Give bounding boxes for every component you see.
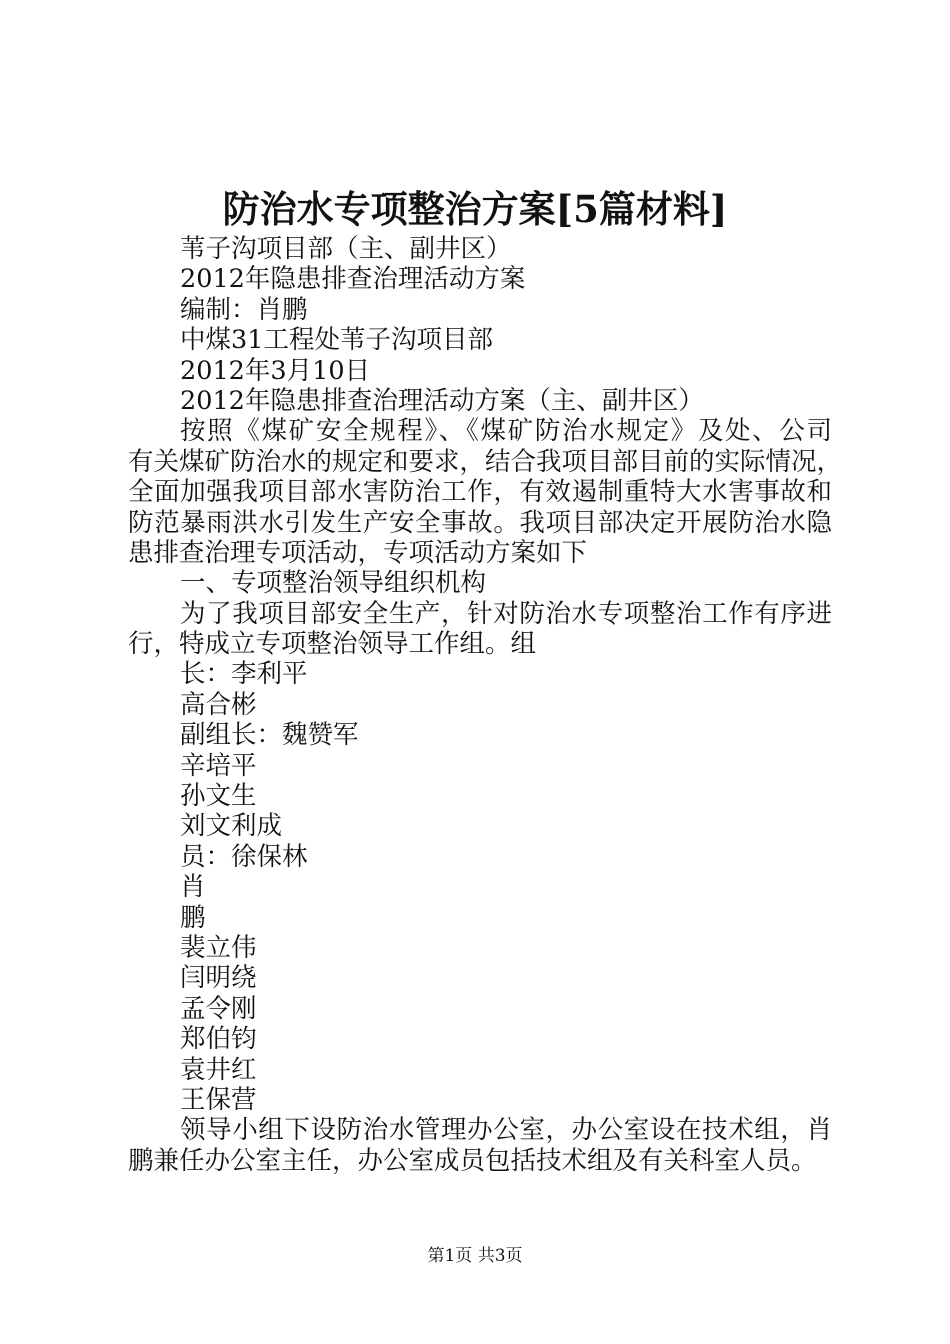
text-line: 辛培平 [180, 750, 257, 781]
text-line: 副组长：魏赞军 [180, 720, 359, 751]
document-title: 防治水专项整治方案[5篇材料] [222, 187, 728, 231]
text-line: 鹏 [180, 902, 206, 933]
text-line: 行，特成立专项整治领导工作组。组 [128, 629, 537, 660]
text-line: 为了我项目部安全生产，针对防治水专项整治工作有序进 [180, 598, 832, 629]
text-line: 员：徐保林 [180, 841, 308, 872]
text-line: 裴立伟 [180, 932, 257, 963]
text-line: 领导小组下设防治水管理办公室，办公室设在技术组，肖 [180, 1115, 832, 1146]
text-line: 苇子沟项目部（主、副井区） [180, 234, 512, 264]
text-line: 孟令刚 [180, 993, 257, 1024]
text-line: 王保营 [180, 1084, 257, 1115]
text-line: 高合彬 [180, 689, 257, 720]
text-line: 2012年3月10日 [180, 355, 371, 386]
text-line: 按照《煤矿安全规程》、《煤矿防治水规定》及处、公司 [180, 416, 832, 447]
text-line: 闫明绕 [180, 963, 257, 994]
text-line: 有关煤矿防治水的规定和要求，结合我项目部目前的实际情况， [128, 446, 843, 477]
text-line: 2012年隐患排查治理活动方案（主、副井区） [180, 385, 704, 416]
text-line: 编制：肖鹏 [180, 294, 308, 325]
text-line: 鹏兼任办公室主任，办公室成员包括技术组及有关科室人员。 [128, 1145, 817, 1176]
text-line: 2012年隐患排查治理活动方案 [180, 264, 526, 295]
text-line: 全面加强我项目部水害防治工作，有效遏制重特大水害事故和 [128, 477, 832, 508]
text-line: 一、专项整治领导组织机构 [180, 568, 487, 599]
text-line: 郑伯钧 [180, 1024, 257, 1055]
text-line: 刘文利成 [180, 811, 283, 842]
text-line: 袁井红 [180, 1054, 257, 1085]
page-footer: 第1页 共3页 [427, 1246, 523, 1266]
text-line: 肖 [180, 872, 206, 903]
text-line: 长：李利平 [180, 659, 308, 690]
text-line: 患排查治理专项活动，专项活动方案如下 [128, 537, 588, 568]
text-line: 孙文生 [180, 781, 257, 812]
text-line: 中煤31工程处苇子沟项目部 [180, 325, 493, 356]
document-body [128, 234, 843, 1176]
text-line: 防范暴雨洪水引发生产安全事故。我项目部决定开展防治水隐 [128, 507, 832, 538]
